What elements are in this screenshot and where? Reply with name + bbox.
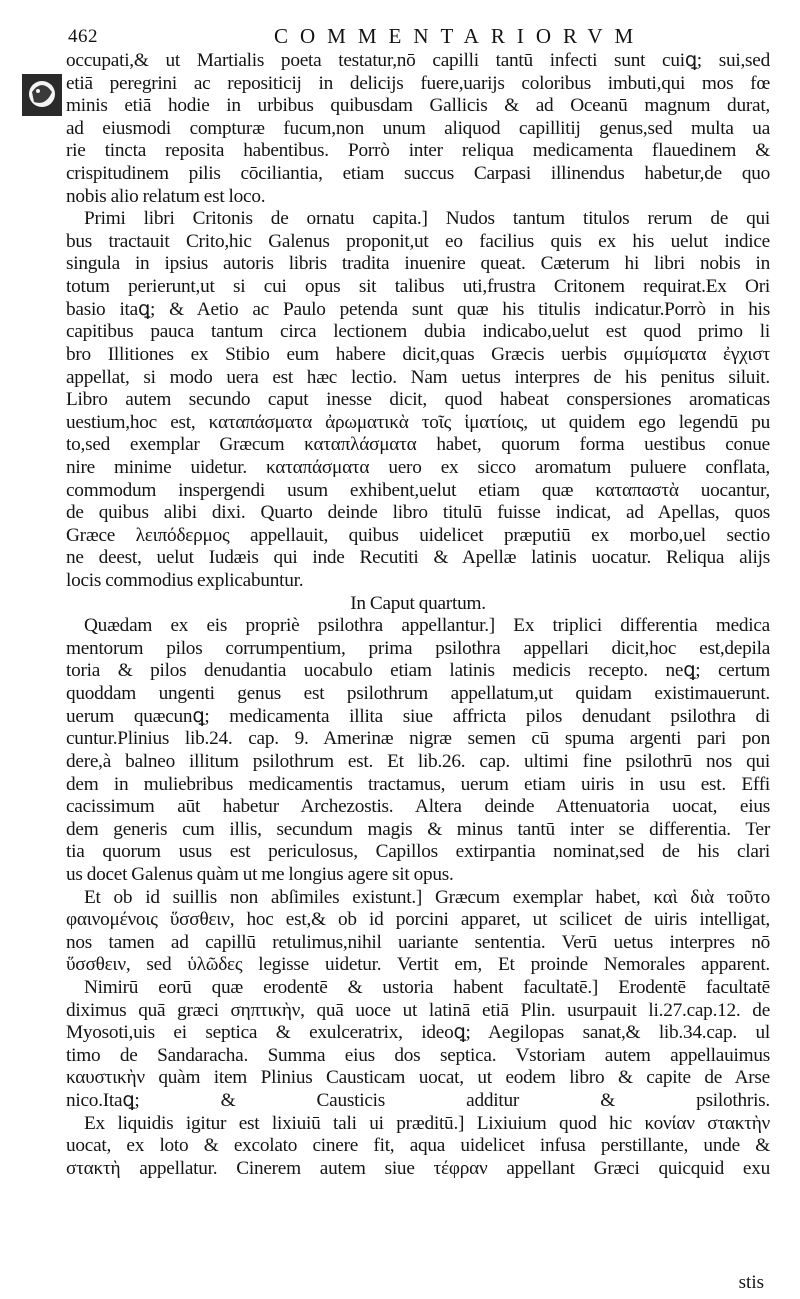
text-line: dere,à balneo illitum psilothrum est. Et lib.26. cap. ultimi fine psilothrū nos qui xyxy=(66,750,770,772)
text-line: bro Illitiones ex Stibio eum habere dicit,quas Græcis uerbis σμμίσματα ἐγχιστ xyxy=(66,343,770,365)
text-line: appellat, si modo uera est hæc lectio. Nam uetus interpres de his penitus siluit. xyxy=(66,366,770,388)
text-line: Græce λειπόδερμος appellauit, quibus uidelicet præputiū ex morbo,uel sectio xyxy=(66,524,770,546)
text-line: minis etiā hodie in urbibus quibusdam Gallicis & ad Oceanū magnum durat, xyxy=(66,95,770,117)
text-line: cacissimum aūt habetur Archezostis. Altera deinde Attenuatoria uocat, eius xyxy=(66,796,770,818)
text-line: us docet Galenus quàm ut me longius agere sit opus. xyxy=(66,863,454,885)
text-line: ad eiusmodi compturæ fucum,non unum aliquod capillitij genus,sed multa ua xyxy=(66,117,770,139)
text-line: Libro autem secundo caput inesse dicit, quod habeat conspersiones aromaticas xyxy=(66,389,770,411)
text-line: capitibus pauca tantum circa lectionem dubia indicabo,uelut est quod primo li xyxy=(66,321,770,343)
text-line: bus tractauit Crito,hic Galenus proponit,ut eo facilius quis ex his uelut indice xyxy=(66,230,770,252)
text-line: timo de Sandaracha. Summa eius dos septica. Vstoriam autem appellauimus xyxy=(66,1044,770,1066)
text-line: στακτὴ appellatur. Cinerem autem siue τέφραν appellant Græci quicquid exu xyxy=(66,1157,770,1179)
text-line: Primi libri Critonis de ornatu capita.] Nudos tantum titulos rerum de qui xyxy=(84,208,770,230)
text-line: commodum inspergendi usum exhibent,uelut etiam quæ καταπαστὰ uocantur, xyxy=(66,479,770,501)
page-number: 462 xyxy=(68,26,98,47)
text-line: nico.Itaꝗ; & Causticis additur & psilothris. xyxy=(66,1090,770,1112)
text-line: Ex liquidis igitur est lixiuiū tali ui præditū.] Lixiuium quod hic κονίαν στακτὴν xyxy=(84,1112,770,1134)
text-line: Myosoti,uis ei septica & exulceratrix, ideoꝗ; Aegilopas sanat,& lib.34.cap. ul xyxy=(66,1022,770,1044)
text-line: ὕσσθειν, sed ὑλῶδες legisse uidetur. Vertit em, Et proinde Nemorales apparent. xyxy=(66,954,770,976)
text-line: to,sed exemplar Græcum καταπλάσματα habet, quorum forma uestibus conue xyxy=(66,434,770,456)
text-line: φαινομένοις ὕσσθειν, hoc est,& ob id porcini apparet, ut scilicet de uiris intelligat, xyxy=(66,909,770,931)
text-line: In Caput quartum. xyxy=(350,592,486,614)
text-line: cuntur.Plinius lib.24. cap. 9. Amerinæ nigræ semen cū spuma argenti pari pon xyxy=(66,728,770,750)
text-line: tia quorum usus est periculosus, Capillos extirpantia nominat,sed de his clari xyxy=(66,841,770,863)
running-head: COMMENTARIORVM xyxy=(274,24,646,48)
text-line: nobis alio relatum est loco. xyxy=(66,185,266,207)
text-line: locis commodius explicabuntur. xyxy=(66,570,304,592)
text-line: rie tincta reposita habentibus. Porrò inter reliqua medicamenta flauedinem & xyxy=(66,140,770,162)
text-line: Nimirū eorū quæ erodentē & ustoria habent facultatē.] Erodentē facultatē xyxy=(84,976,770,998)
text-line: diximus quā græci σηπτικὴν, quā uoce ut latinā etiā Plin. usurpauit li.27.cap.12. de xyxy=(66,999,770,1021)
text-line: toria & pilos denudantia uocabulo etiam latinis medicis recepto. neꝗ; certum xyxy=(66,660,770,682)
text-line: dem generis cum illis, secundum magis & minus tantū inter se differentia. Ter xyxy=(66,818,770,840)
page-body-text xyxy=(66,50,770,1180)
text-line: Et ob id suillis non abſimiles existunt.] Græcum exemplar habet, καὶ διὰ τοῦτο xyxy=(84,886,770,908)
text-line: Quædam ex eis propriè psilothra appellantur.] Ex triplici differentia medica xyxy=(84,615,770,637)
text-line: quoddam ungenti genus est psilothrum appellatum,ut quidam existimauerunt. xyxy=(66,683,770,705)
text-line: nos tamen ad capillū retulimus,nihil uariante sententia. Verū uetus interpres nō xyxy=(66,931,770,953)
text-line: dem in muliebribus medicamentis tractamus, uerum etiam uiris in usu est. Effi xyxy=(66,773,770,795)
text-line: etiā peregrini ac repositicij in delicijs fuere,uarijs coloribus imbuti,qui mos fœ xyxy=(66,72,770,94)
catchword: stis xyxy=(738,1272,764,1293)
text-line: καυστικὴν quàm item Plinius Causticam uocat, ut eodem libro & capite de Arse xyxy=(66,1067,770,1089)
text-line: occupati,& ut Martialis poeta testatur,nō capilli tantū infecti sunt cuiꝗ; sui,sed xyxy=(66,50,770,71)
text-line: totum perierunt,ut si cui opus sit talibus uti,frustra Critonem requirat.Ex Ori xyxy=(66,276,770,298)
text-line: uocat, ex loto & excolato cinere fit, aqua uidelicet infusa perstillante, unde & xyxy=(66,1135,770,1157)
page-header xyxy=(64,22,760,52)
text-line: nire minime uidetur. καταπάσματα uero ex sicco aromatum puluere conflata, xyxy=(66,456,770,478)
text-line: crispitudinem pilis cōciliantia, etiam succus Carpasi illinendus habetur,de quo xyxy=(66,163,770,185)
text-line: singula in ipsius autoris libris tradita inuenire queat. Cæterum hi libri nobis in xyxy=(66,253,770,275)
decorated-initial-icon xyxy=(20,72,64,118)
text-line: ne deest, uelut Iudæis qui inde Recutiti & Apellæ latinis uocatur. Reliqua alijs xyxy=(66,547,770,569)
text-line: mentorum pilos corrumpentium, prima psilothra appellari dicit,hoc est,depila xyxy=(66,637,770,659)
text-line: uestium,hoc est, καταπάσματα ἀρωματικὰ τοῖς ἱματίοις, ut quidem ego legendū pu xyxy=(66,411,770,433)
text-line: de quibus alibi dixi. Quarto deinde libro titulū fuisse indicat, ad Apellas, quos xyxy=(66,502,770,524)
text-line: uerum quæcunꝗ; medicamenta illita siue affricta pilos denudant psilothra di xyxy=(66,705,770,727)
text-line: basio itaꝗ; & Aetio ac Paulo petenda sunt quæ his titulis indicatur.Porrò in his xyxy=(66,298,770,320)
